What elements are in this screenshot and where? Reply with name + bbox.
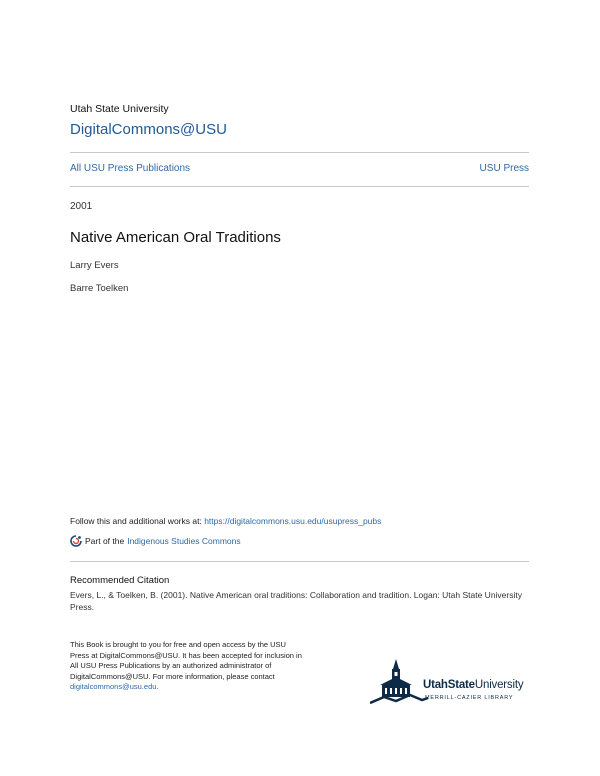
collection-link[interactable]: All USU Press Publications [70, 163, 191, 174]
logo-name-bold: UtahState [423, 679, 475, 691]
repository-title[interactable]: DigitalCommons@USU [70, 121, 227, 138]
collection-url-link[interactable]: https://digitalcommons.usu.edu/usupress_pubs [204, 516, 382, 526]
citation-text: Evers, L., & Toelken, B. (2001). Native American oral traditions: Collaboration and tradition. Logan: Utah State University Press. [70, 590, 522, 612]
logo-subtitle: MERRILL-CAZIER LIBRARY [425, 695, 514, 701]
commons-network-icon [70, 535, 82, 547]
divider [70, 152, 529, 153]
notice-text: This Book is brought to you for free and open access by the USU Press at DigitalCommons@USU. It has been accepted for inclusion in All USU Press Publications by an authorized administrator of DigitalCommons@USU. For more information, please contact [70, 640, 302, 681]
part-of-prefix: Part of the [85, 536, 125, 546]
publisher-link[interactable]: USU Press [479, 163, 529, 174]
logo-wordmark [423, 679, 523, 691]
follow-line [70, 516, 381, 526]
author-name: Barre Toelken [70, 283, 129, 294]
author-name: Larry Evers [70, 260, 119, 271]
discipline-link[interactable]: Indigenous Studies Commons [127, 536, 241, 546]
citation-heading: Recommended Citation [70, 575, 170, 586]
publication-year: 2001 [70, 201, 93, 212]
contact-email-link[interactable]: digitalcommons@usu.edu [70, 682, 157, 691]
document-title: Native American Oral Traditions [70, 229, 281, 246]
part-of-line [70, 535, 241, 547]
divider [70, 561, 529, 562]
university-name: Utah State University [70, 103, 169, 115]
old-main-tower-icon [370, 657, 430, 709]
notice-suffix: . [156, 682, 159, 691]
access-notice [70, 640, 305, 693]
logo-name-regular: University [474, 679, 524, 691]
follow-prefix: Follow this and additional works at: [70, 516, 202, 526]
divider [70, 186, 529, 187]
